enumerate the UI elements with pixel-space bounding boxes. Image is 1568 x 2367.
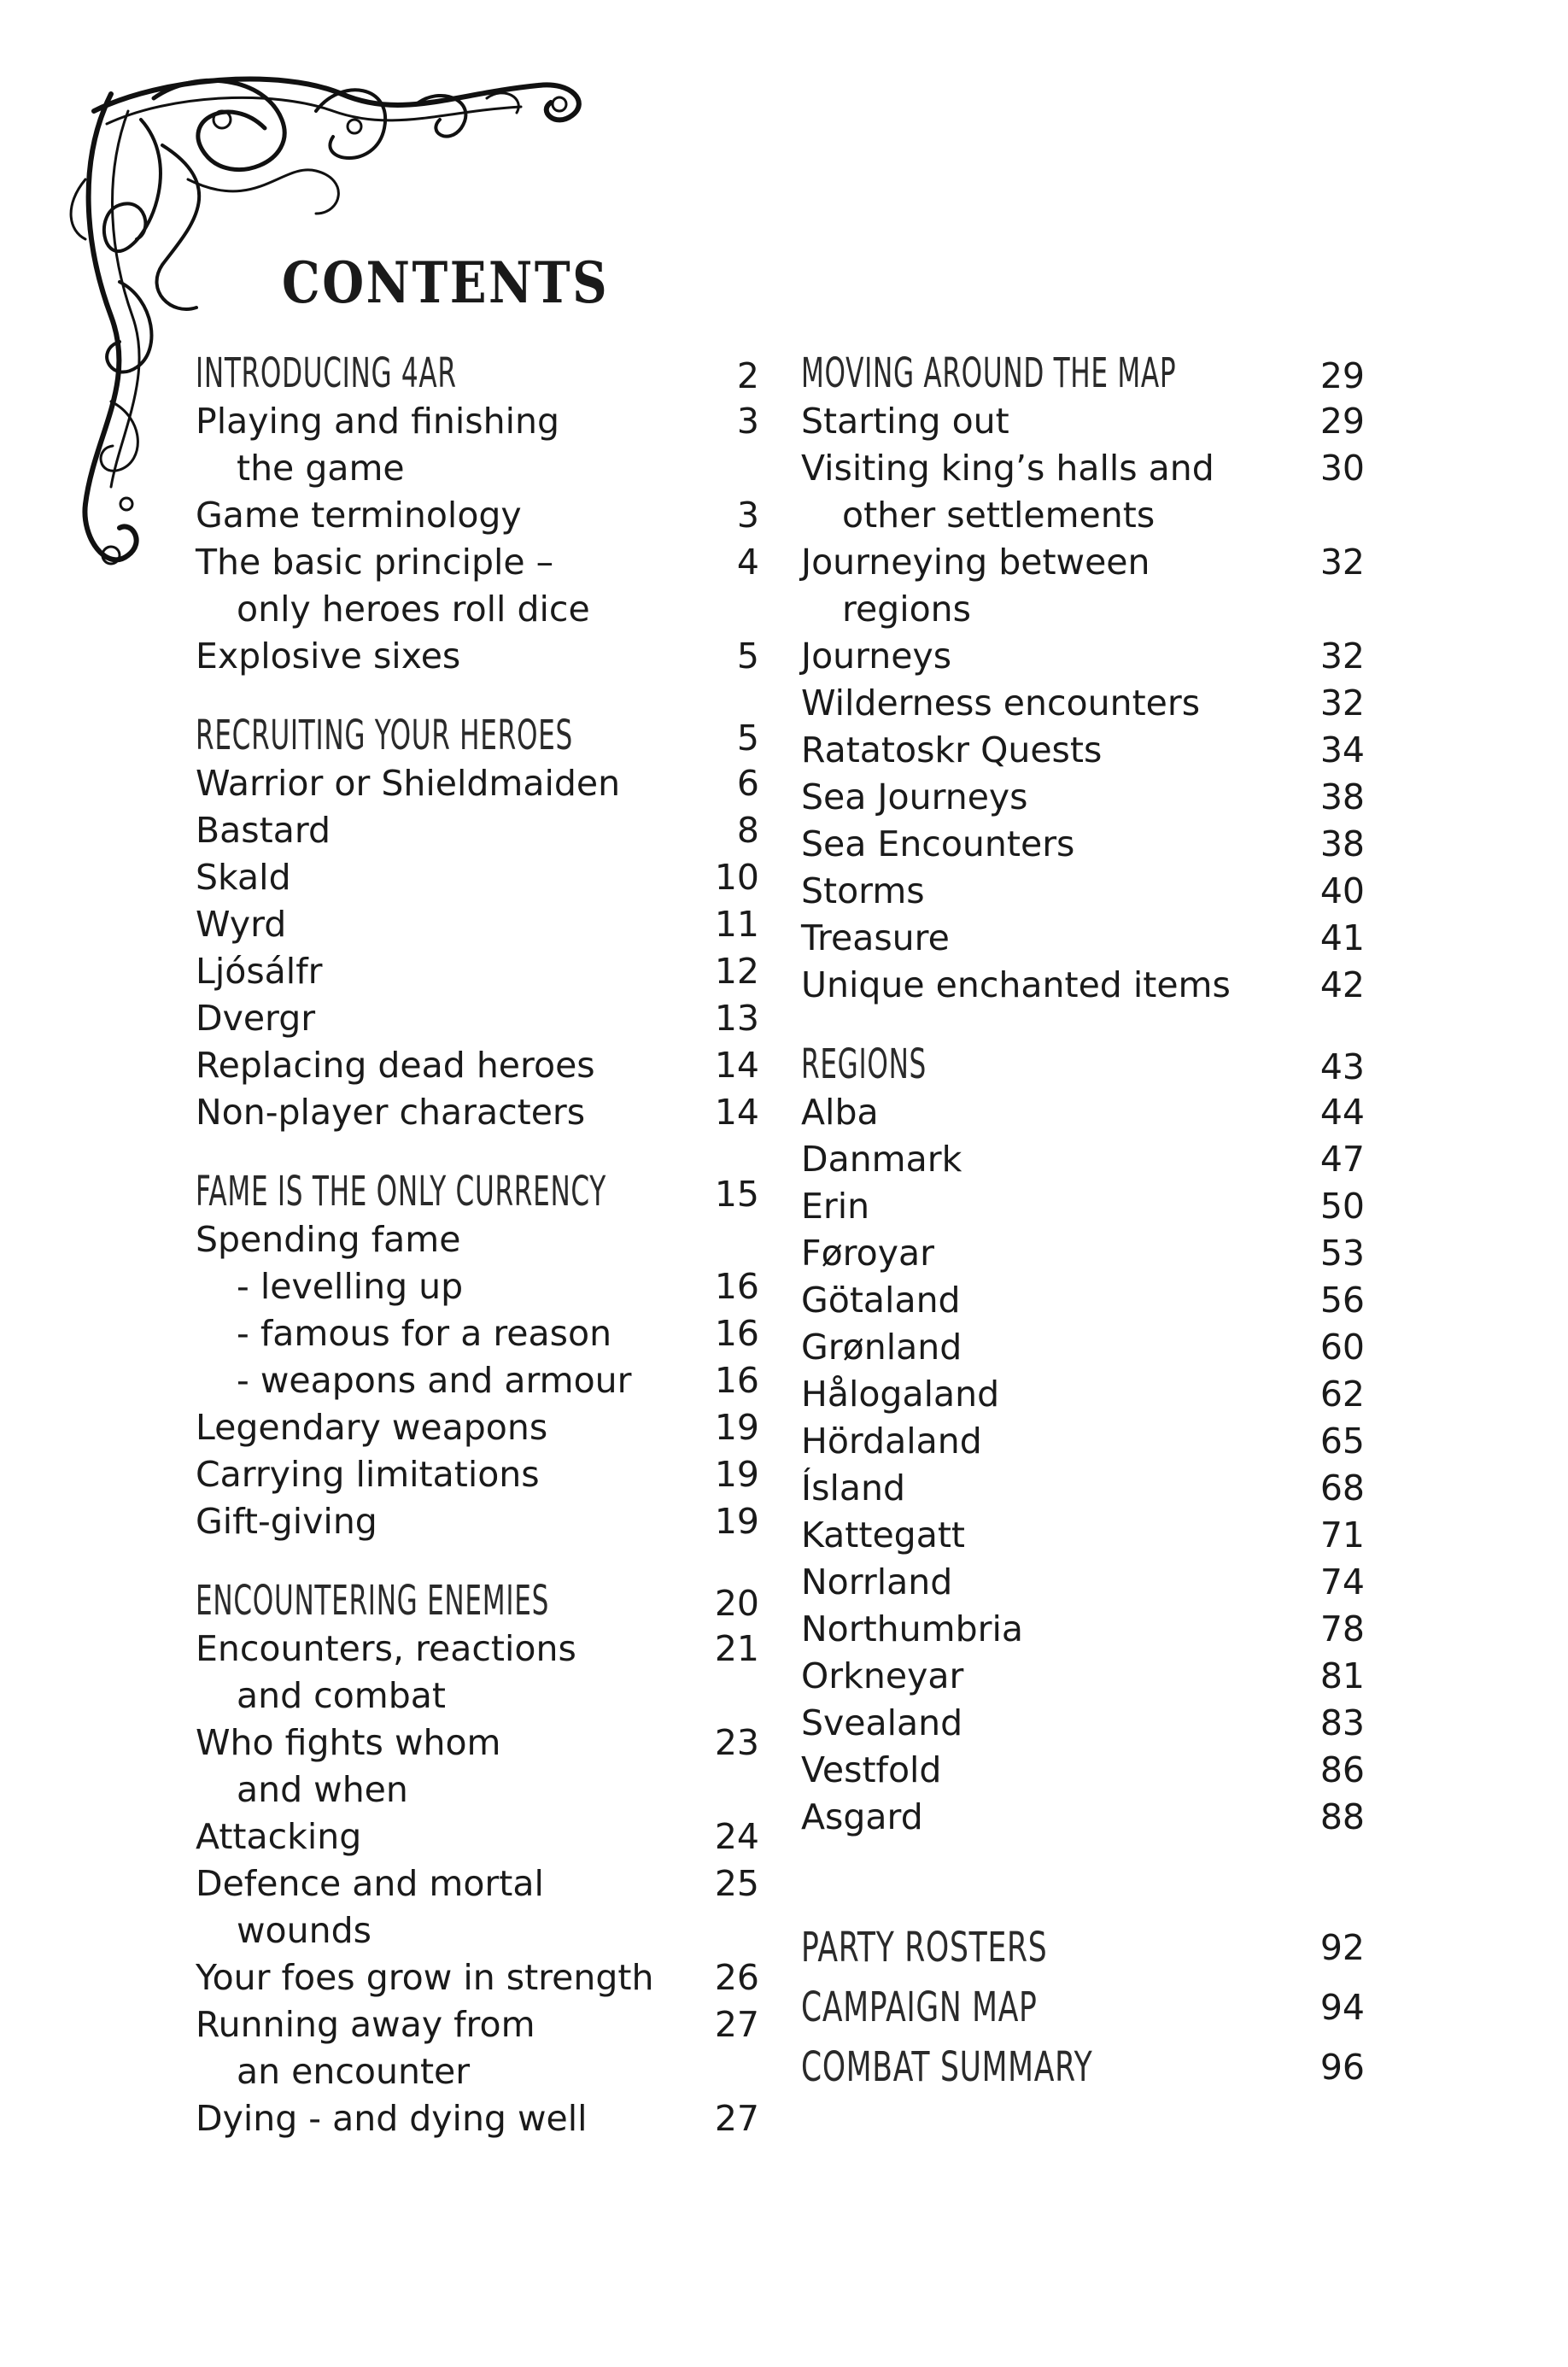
entry-text: Gift-giving	[196, 1501, 377, 1542]
page-number: 4	[736, 542, 759, 583]
toc-entry	[801, 727, 1365, 774]
page-number: 19	[714, 1501, 759, 1542]
entry-text: - weapons and armour	[237, 1360, 632, 1401]
section-heading	[196, 349, 759, 398]
entry-text: Legendary weapons	[196, 1407, 548, 1448]
section-heading	[801, 1040, 1365, 1089]
toc-entry	[196, 1860, 759, 1954]
entry-text: Defence and mortal	[196, 1863, 544, 1904]
entry-text: Orkneyar	[801, 1655, 964, 1696]
toc-entry	[196, 398, 759, 492]
toc-entry	[196, 1216, 759, 1263]
toc-entry	[196, 1498, 759, 1545]
entry-text: Sea Encounters	[801, 823, 1075, 864]
page-number: 60	[1319, 1327, 1365, 1368]
entry-text: Norrland	[801, 1561, 953, 1602]
page-number: 86	[1319, 1749, 1365, 1790]
page-number: 27	[714, 2098, 759, 2139]
entry-text: other settlements	[842, 495, 1156, 536]
section-heading-text: PARTY ROSTERS	[801, 1924, 1048, 1972]
entry-text: and when	[237, 1769, 408, 1810]
section-heading-text: INTRODUCING 4AR	[196, 349, 457, 397]
toc-entry	[196, 995, 759, 1042]
page-number: 25	[714, 1863, 759, 1904]
page-number: 42	[1319, 964, 1365, 1005]
toc-entry	[801, 633, 1365, 680]
page-number: 2	[736, 355, 759, 396]
section-heading	[801, 349, 1365, 398]
page-number: 15	[714, 1174, 759, 1215]
toc-entry	[801, 1324, 1365, 1371]
toc-entry	[196, 901, 759, 948]
entry-text: Sea Journeys	[801, 776, 1028, 817]
entry-text: Hördaland	[801, 1421, 982, 1462]
toc-entry	[801, 539, 1365, 633]
toc-entry	[196, 1042, 759, 1089]
page-number: 47	[1319, 1139, 1365, 1180]
entry-text: Warrior or Shieldmaiden	[196, 763, 621, 804]
page-number: 38	[1319, 823, 1365, 864]
page-number: 96	[1319, 2047, 1365, 2088]
toc-entry	[801, 868, 1365, 915]
entry-text: Hålogaland	[801, 1374, 1000, 1415]
entry-text: Vestfold	[801, 1749, 942, 1790]
toc-entry	[801, 1465, 1365, 1512]
page-number: 81	[1319, 1655, 1365, 1696]
entry-text: Northumbria	[801, 1608, 1023, 1649]
entry-text: Visiting king’s halls and	[801, 448, 1214, 489]
page-number: 26	[714, 1957, 759, 1998]
toc-entry	[801, 962, 1365, 1009]
section-heading-text: REGIONS	[801, 1040, 927, 1088]
page-number: 16	[714, 1313, 759, 1354]
toc-subentry	[196, 1357, 759, 1404]
toc-entry	[801, 1512, 1365, 1559]
page-number: 92	[1319, 1927, 1365, 1968]
page-number: 23	[714, 1722, 759, 1763]
section-heading-text: CAMPAIGN MAP	[801, 1983, 1038, 2031]
entry-text: Attacking	[196, 1816, 362, 1857]
entry-text: Bastard	[196, 810, 331, 851]
page-number: 38	[1319, 776, 1365, 817]
page-number: 74	[1319, 1561, 1365, 1602]
entry-text: Storms	[801, 870, 925, 911]
toc-entry	[801, 1418, 1365, 1465]
toc-entry	[196, 760, 759, 807]
toc-entry	[801, 1230, 1365, 1277]
page-number: 5	[736, 718, 759, 759]
entry-text: Non-player characters	[196, 1092, 586, 1133]
section-heading	[196, 1576, 759, 1626]
toc-entry	[801, 821, 1365, 868]
page-number: 12	[714, 951, 759, 992]
section-gap	[801, 1841, 1365, 1918]
entry-text: Wilderness encounters	[801, 683, 1201, 724]
page-number: 19	[714, 1454, 759, 1495]
entry-text: Spending fame	[196, 1219, 461, 1260]
entry-text: Treasure	[801, 917, 950, 958]
entry-text: regions	[842, 589, 972, 630]
entry-text: Alba	[801, 1092, 879, 1133]
entry-text: Dying - and dying well	[196, 2098, 588, 2139]
toc-entry	[801, 1183, 1365, 1230]
appendix-heading	[801, 1977, 1365, 2037]
page-number: 27	[714, 2004, 759, 2045]
entry-text: Erin	[801, 1186, 870, 1227]
section-gap	[196, 680, 759, 711]
entry-text: Asgard	[801, 1796, 923, 1837]
entry-text: Replacing dead heroes	[196, 1045, 595, 1086]
section-heading-text: RECRUITING YOUR HEROES	[196, 712, 573, 759]
toc-entry	[801, 1700, 1365, 1747]
entry-text: Grønland	[801, 1327, 962, 1368]
page-number: 53	[1319, 1233, 1365, 1274]
toc-left-column	[196, 349, 759, 2142]
entry-text: - famous for a reason	[237, 1313, 612, 1354]
entry-text: the game	[237, 448, 405, 489]
page-number: 43	[1319, 1046, 1365, 1087]
page-number: 8	[736, 810, 759, 851]
toc-entry	[801, 1747, 1365, 1794]
toc-entry	[801, 1136, 1365, 1183]
entry-text: Carrying limitations	[196, 1454, 540, 1495]
toc-entry	[801, 680, 1365, 727]
entry-text: Game terminology	[196, 495, 522, 536]
entry-text: Wyrd	[196, 904, 287, 945]
page-number: 78	[1319, 1608, 1365, 1649]
page-number: 5	[736, 636, 759, 677]
entry-text: only heroes roll dice	[237, 589, 590, 630]
entry-text: Explosive sixes	[196, 636, 461, 677]
toc-entry	[196, 807, 759, 854]
entry-text: Ísland	[801, 1468, 905, 1509]
entry-text: Unique enchanted items	[801, 964, 1231, 1005]
toc-entry	[196, 1404, 759, 1451]
page-number: 56	[1319, 1280, 1365, 1321]
toc-entry	[801, 1371, 1365, 1418]
toc-entry	[196, 1451, 759, 1498]
page-number: 32	[1319, 542, 1365, 583]
toc-entry	[196, 854, 759, 901]
page-number: 16	[714, 1266, 759, 1307]
section-gap	[801, 1009, 1365, 1040]
page-number: 21	[714, 1628, 759, 1669]
page-number: 3	[736, 401, 759, 442]
page-number: 94	[1319, 1987, 1365, 2028]
entry-text: Playing and finishing	[196, 401, 560, 442]
page-number: 29	[1319, 355, 1365, 396]
toc-entry	[196, 1813, 759, 1860]
page-number: 30	[1319, 448, 1365, 489]
page-title: CONTENTS	[282, 249, 610, 316]
toc-entry	[196, 1626, 759, 1720]
page-number: 71	[1319, 1515, 1365, 1556]
page-number: 29	[1319, 401, 1365, 442]
page-number: 88	[1319, 1796, 1365, 1837]
appendix-heading	[801, 1918, 1365, 1977]
toc-entry	[801, 1277, 1365, 1324]
toc-entry	[196, 1720, 759, 1813]
toc-entry	[196, 492, 759, 539]
entry-text: an encounter	[237, 2051, 471, 2092]
page-number: 68	[1319, 1468, 1365, 1509]
page-number: 65	[1319, 1421, 1365, 1462]
entry-text: Journeys	[801, 636, 952, 677]
section-gap	[196, 1136, 759, 1167]
toc-entry	[196, 1089, 759, 1136]
toc-entry	[196, 633, 759, 680]
page-number: 32	[1319, 636, 1365, 677]
toc-entry	[801, 445, 1365, 539]
entry-text: Føroyar	[801, 1233, 934, 1274]
entry-text: Encounters, reactions	[196, 1628, 576, 1669]
toc-entry	[196, 1954, 759, 2001]
toc-subentry	[196, 1310, 759, 1357]
page-number: 10	[714, 857, 759, 898]
toc-entry	[801, 1606, 1365, 1653]
entry-text: Danmark	[801, 1139, 962, 1180]
entry-text: wounds	[237, 1910, 372, 1951]
page-number: 11	[714, 904, 759, 945]
page-number: 44	[1319, 1092, 1365, 1133]
page-number: 19	[714, 1407, 759, 1448]
section-heading-text: FAME IS THE ONLY CURRENCY	[196, 1168, 606, 1216]
entry-text: Svealand	[801, 1702, 963, 1743]
entry-text: Ljósálfr	[196, 951, 323, 992]
section-gap	[196, 1545, 759, 1576]
section-heading-text: COMBAT SUMMARY	[801, 2043, 1093, 2091]
page-number: 13	[714, 998, 759, 1039]
appendix-heading	[801, 2037, 1365, 2097]
entry-text: Götaland	[801, 1280, 961, 1321]
entry-text: and combat	[237, 1675, 446, 1716]
section-heading-text: MOVING AROUND THE MAP	[801, 349, 1177, 397]
toc-entry	[801, 915, 1365, 962]
toc-entry	[801, 1089, 1365, 1136]
page-number: 20	[714, 1583, 759, 1624]
page-number: 16	[714, 1360, 759, 1401]
page-number: 50	[1319, 1186, 1365, 1227]
toc-right-column	[801, 349, 1365, 2097]
page-number: 41	[1319, 917, 1365, 958]
section-heading	[196, 711, 759, 760]
entry-text: Ratatoskr Quests	[801, 729, 1103, 770]
toc-entry	[196, 2001, 759, 2095]
entry-text: Skald	[196, 857, 291, 898]
entry-text: Journeying between	[801, 542, 1150, 583]
entry-text: Starting out	[801, 401, 1009, 442]
page-number: 34	[1319, 729, 1365, 770]
page-number: 32	[1319, 683, 1365, 724]
toc-entry	[801, 1794, 1365, 1841]
page-number: 62	[1319, 1374, 1365, 1415]
section-heading	[196, 1167, 759, 1216]
entry-text: Dvergr	[196, 998, 316, 1039]
toc-entry	[196, 2095, 759, 2142]
page-number: 14	[714, 1045, 759, 1086]
entry-text: Running away from	[196, 2004, 535, 2045]
toc-entry	[196, 948, 759, 995]
toc-entry	[801, 398, 1365, 445]
page-number: 83	[1319, 1702, 1365, 1743]
entry-text: Your foes grow in strength	[196, 1957, 654, 1998]
page-number: 14	[714, 1092, 759, 1133]
page-number: 3	[736, 495, 759, 536]
entry-text: Kattegatt	[801, 1515, 965, 1556]
toc-entry	[196, 539, 759, 633]
toc-entry	[801, 1559, 1365, 1606]
page-number: 40	[1319, 870, 1365, 911]
toc-entry	[801, 1653, 1365, 1700]
entry-text: The basic principle –	[196, 542, 554, 583]
page-number: 24	[714, 1816, 759, 1857]
entry-text: - levelling up	[237, 1266, 464, 1307]
toc-entry	[801, 774, 1365, 821]
toc-subentry	[196, 1263, 759, 1310]
entry-text: Who fights whom	[196, 1722, 501, 1763]
page-number: 6	[736, 763, 759, 804]
section-heading-text: ENCOUNTERING ENEMIES	[196, 1577, 550, 1625]
